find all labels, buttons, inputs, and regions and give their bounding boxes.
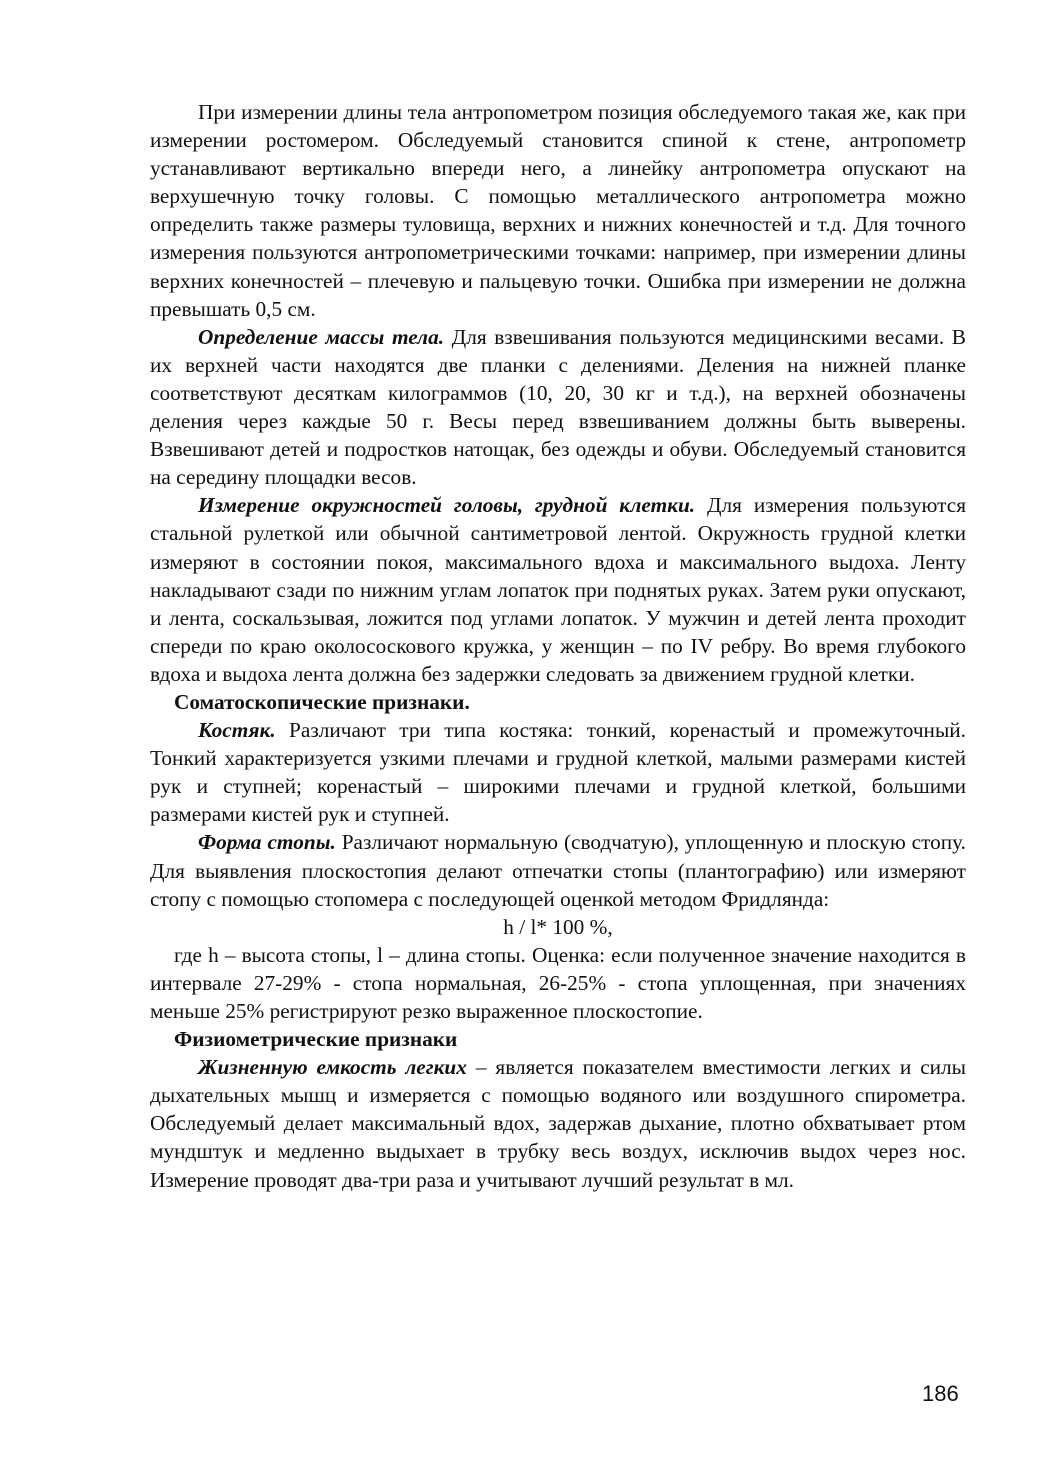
paragraph-body-mass	[150, 323, 966, 492]
paragraph-body-vital-capacity	[150, 1053, 966, 1193]
paragraph-body-length-measurement	[150, 98, 966, 323]
paragraph-text: Для измерения пользуются стальной рулеткой или обычной сантиметровой лентой. Окружность грудной клетки измеряют в состоянии покоя, максимального вдоха и максимального выдоха. Ленту накладывают сзади по нижним углам лопаток при поднятых руках. Затем руки опускают, и лента, соскальзывая, ложится под углами лопаток. У мужчин и детей лента проходит спереди по краю околососкового кружка, у женщин – по IV ребру. Во время глубокого вдоха и выдоха лента должна без задержки следовать за движением грудной клетки.	[150, 493, 966, 686]
paragraph-lead: Определение массы тела.	[198, 324, 445, 349]
paragraph-lead: Жизненную емкость легких	[198, 1055, 467, 1080]
section-heading-physiometric: Физиометрические признаки	[174, 1027, 458, 1052]
paragraph-text: Различают нормальную (сводчатую), уплощенную и плоскую стопу. Для выявления плоскостопия делают отпечатки стопы (плантографию) или измеряют стопу с помощью стопомера с последующей оценкой методом Фридлянда:	[150, 830, 967, 911]
paragraph-body-skeleton	[150, 716, 966, 828]
paragraph-formula-explanation: где h – высота стопы, l – длина стопы. Оценка: если полученное значение находится в интервале 27-29% - стопа нормальная, 26-25% - стопа уплощенная, при значениях меньше 25% регистрируют резко выраженное плоскостопие.	[150, 942, 966, 1023]
paragraph-lead: Костяк.	[198, 718, 276, 743]
section-heading-somatoscopic: Соматоскопические признаки.	[174, 689, 470, 714]
paragraph-text: Для взвешивания пользуются медицинскими весами. В их верхней части находятся две планки с делениями. Деления на нижней планке соответствуют десяткам килограммов (10, 20, 30 кг и т.д.), на верхней обозначены деления через каждые 50 г. Весы перед взвешиванием должны быть выверены. Взвешивают детей и подростков натощак, без одежды и обуви. Обследуемый становится на середину площадки весов.	[150, 324, 966, 490]
paragraph-text: – является показателем вместимости легких и силы дыхательных мышц и измеряется с помощью водяного или воздушного спирометра. Обследуемый делает максимальный вдох, задержав дыхание, плотно обхватывает ртом мундштук и медленно выдыхает в трубку весь воздух, исключив выдох через нос. Измерение проводят два-три раза и учитывают лучший результат в мл.	[150, 1055, 966, 1192]
page-number: 186	[922, 1381, 959, 1406]
paragraph-text: Различают три типа костяка: тонкий, коренастый и промежуточный. Тонкий характеризуется узкими плечами и грудной клеткой, малыми размерами кистей рук и ступней; коренастый – широкими плечами и грудной клеткой, большими размерами кистей рук и ступней.	[150, 718, 966, 827]
paragraph-body-foot-shape	[150, 828, 966, 912]
paragraph-lead: Измерение окружностей головы, грудной клетки.	[198, 493, 696, 518]
formula: h / l* 100 %,	[503, 914, 613, 939]
page-text	[150, 98, 966, 1194]
paragraph-body-circumference	[150, 491, 966, 688]
paragraph-lead: Форма стопы.	[198, 830, 336, 855]
paragraph-text: При измерении длины тела антропометром позиция обследуемого такая же, как при измерении ростомером. Обследуемый становится спиной к стене, антропометр устанавливают вертикально впереди него, а линейку антропометра опускают на верхушечную точку головы. С помощью металлического антропометра можно определить также размеры туловища, верхних и нижних конечностей и т.д. Для точного измерения пользуются антропометрическими точками: например, при измерении длины верхних конечностей – плечевую и пальцевую точки. Ошибка при измерении не должна превышать 0,5 см.	[150, 100, 966, 321]
